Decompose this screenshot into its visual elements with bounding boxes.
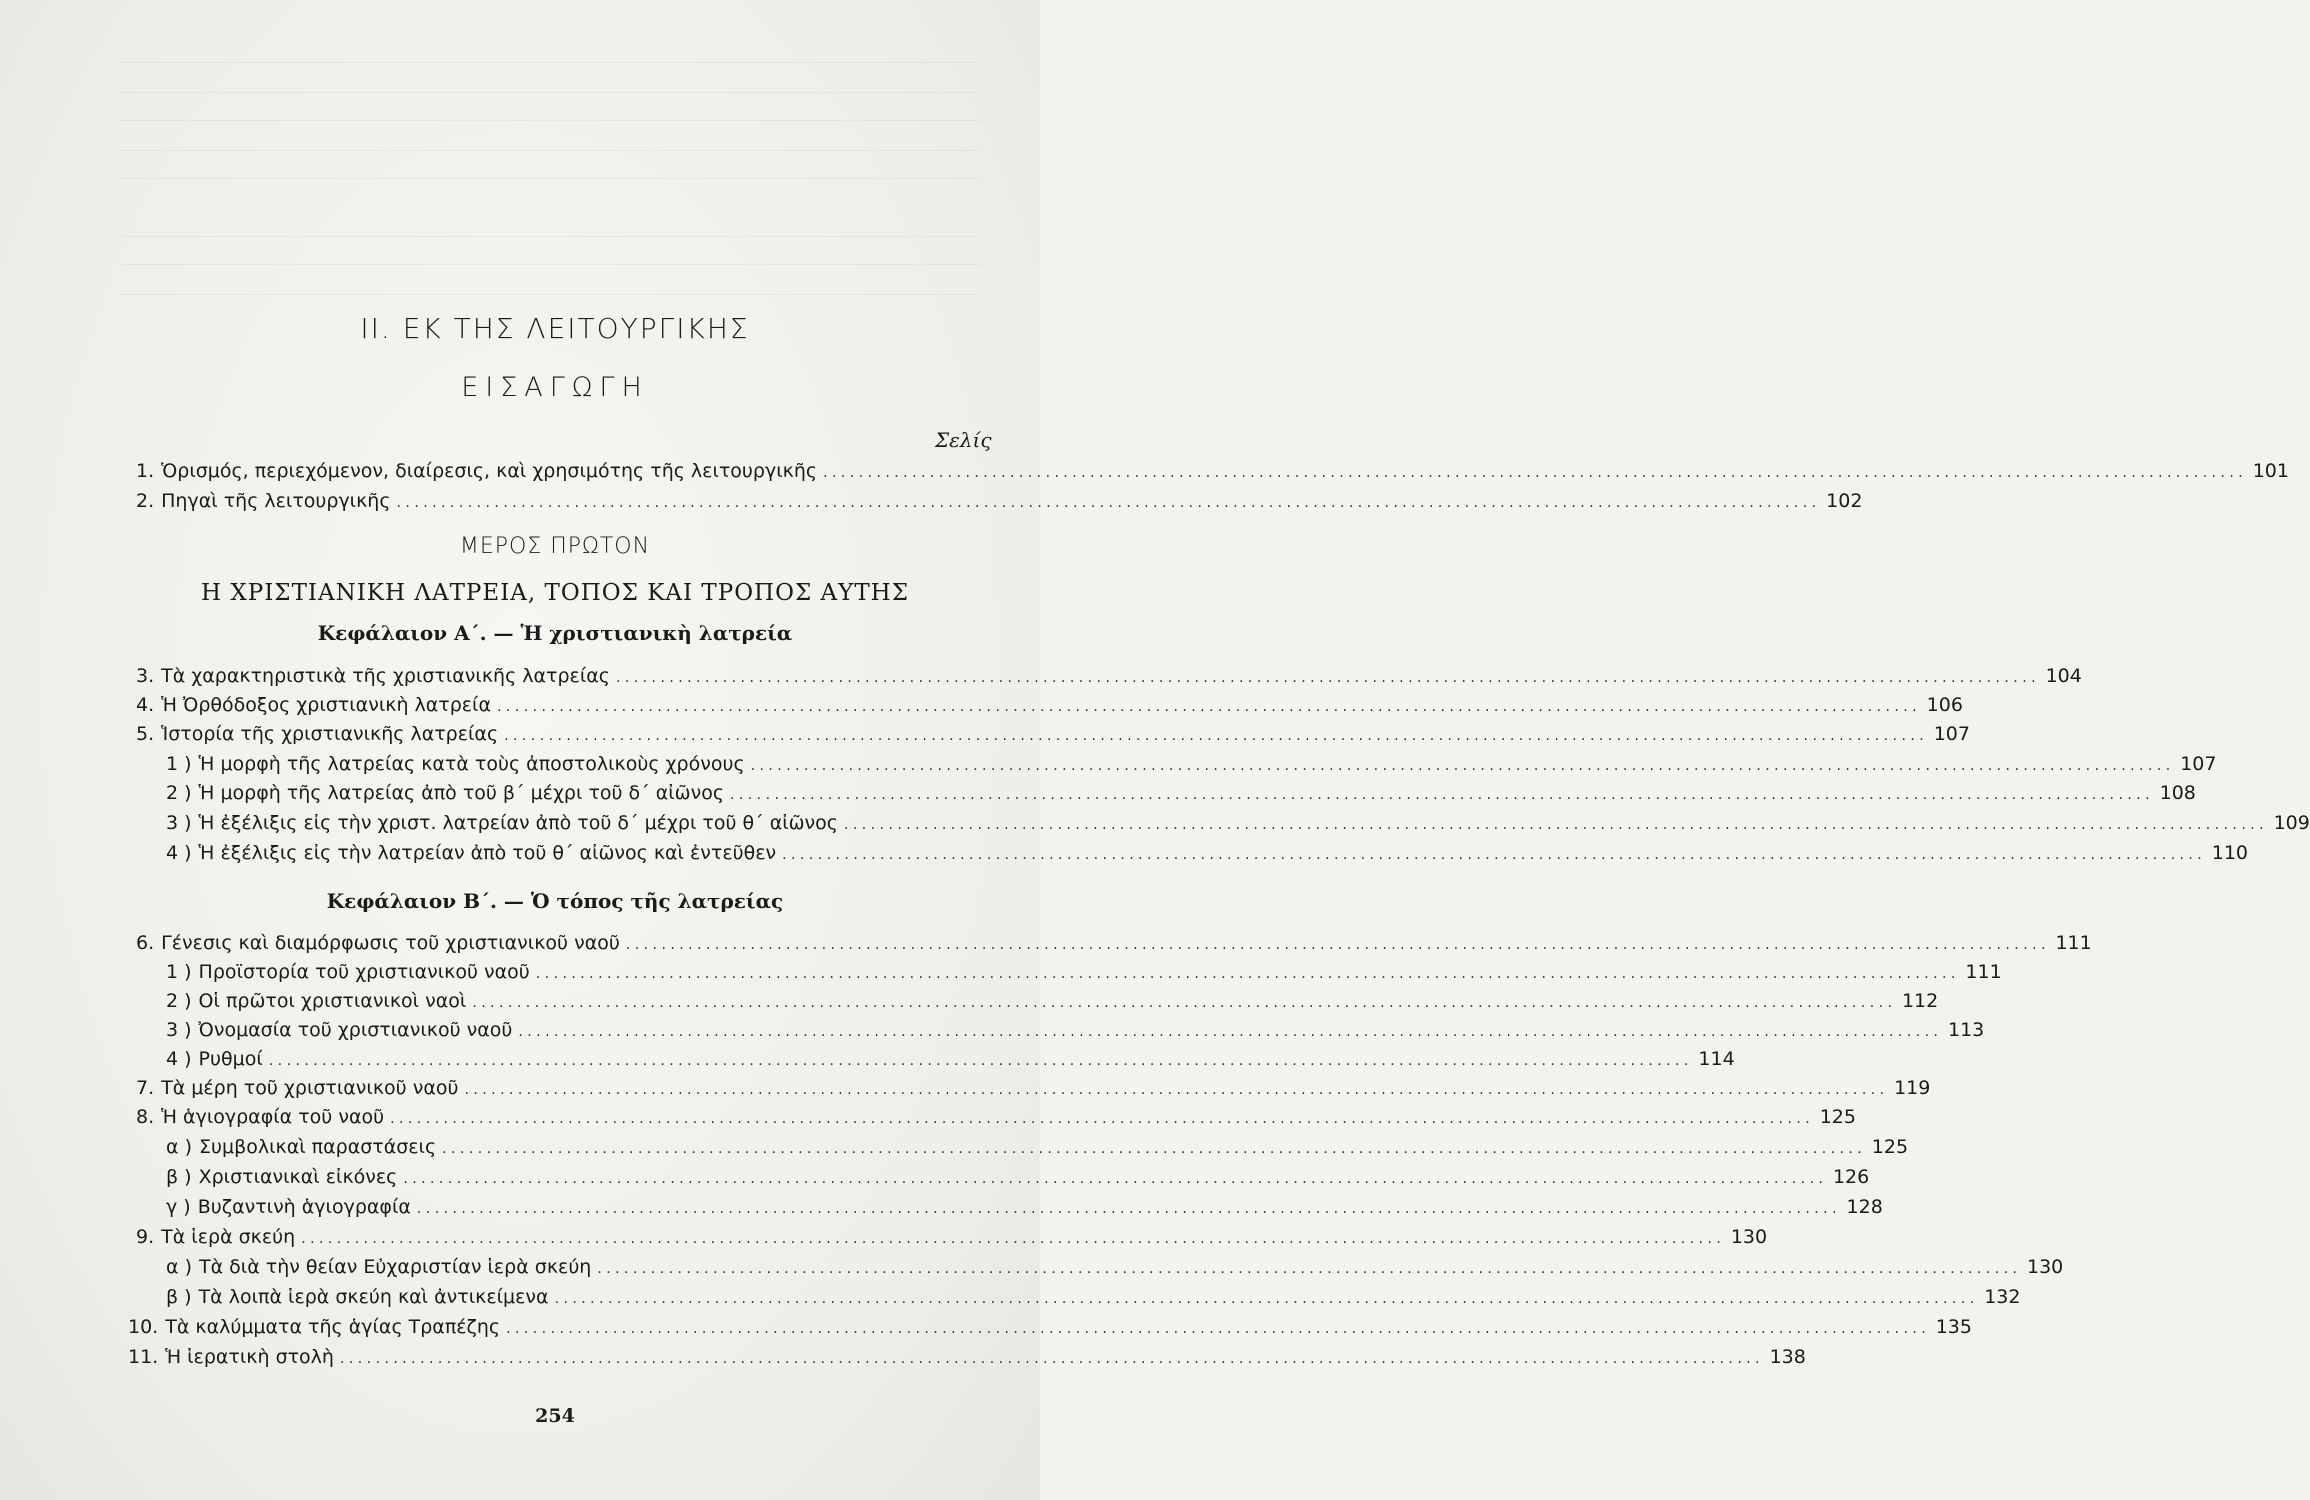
dot-leader (390, 1106, 1810, 1128)
entry-title: Ὀνομασία τοῦ χριστιανικοῦ ναοῦ (198, 1019, 513, 1041)
entry-page: 101 (2252, 460, 2289, 482)
dot-leader (506, 1316, 1926, 1338)
entry-number: 4 ) (166, 1048, 192, 1070)
dot-leader (782, 842, 2202, 864)
toc-entry[interactable] (136, 665, 2082, 691)
toc-subentry[interactable] (166, 812, 2310, 838)
entry-title: Τὰ καλύμματα τῆς ἁγίας Τραπέζης (165, 1316, 501, 1338)
section-title: II. ΕΚ ΤΗΣ ΛΕΙΤΟΥΡΓΙΚΗΣ (360, 312, 750, 345)
dot-leader (403, 1166, 1823, 1188)
entry-number: 8. (136, 1106, 155, 1128)
entry-number: 10. (128, 1316, 159, 1338)
dot-leader (518, 1019, 1938, 1041)
chapter-2-title: Κεφάλαιον Β΄. — Ὁ τόπος τῆς λατρείας (326, 889, 784, 913)
entry-title: Τὰ χαρακτηριστικὰ τῆς χριστιανικῆς λατρείας (161, 665, 610, 687)
bleed-through-line (120, 264, 980, 265)
bleed-through-line (120, 236, 980, 237)
toc-entry[interactable] (136, 932, 2092, 958)
entry-title: Τὰ ἱερὰ σκεύη (161, 1226, 296, 1248)
dot-leader (616, 665, 2036, 687)
entry-title: Τὰ διὰ τὴν θείαν Εὐχαριστίαν ἱερὰ σκεύη (198, 1256, 592, 1278)
entry-title: Ἡ μορφὴ τῆς λατρείας ἀπὸ τοῦ β΄ μέχρι τοῦ δ΄ αἰῶνος (198, 782, 724, 804)
introduction-heading: ΕΙΣΑΓΩΓΗ (461, 372, 649, 403)
toc-entry[interactable] (136, 694, 1963, 720)
entry-number: 6. (136, 932, 155, 954)
dot-leader (472, 990, 1892, 1012)
entry-title: Ἡ Ὀρθόδοξος χριστιανικὴ λατρεία (161, 694, 492, 716)
entry-number: β ) (166, 1166, 192, 1188)
entry-page: 111 (1965, 961, 2002, 983)
bleed-through-line (120, 150, 980, 151)
entry-number: 3 ) (166, 812, 192, 834)
entry-number: 4. (136, 694, 155, 716)
entry-title: Τὰ λοιπὰ ἱερὰ σκεύη καὶ ἀντικείμενα (198, 1286, 549, 1308)
toc-entry[interactable] (128, 1316, 1972, 1342)
dot-leader (536, 961, 1956, 983)
dot-leader (301, 1226, 1721, 1248)
entry-title: Ρυθμοί (198, 1048, 263, 1070)
toc-subentry[interactable] (166, 753, 2217, 779)
entry-page: 138 (1769, 1346, 1806, 1368)
entry-page: 125 (1871, 1136, 1909, 1158)
entry-title: Ἡ ἁγιογραφία τοῦ ναοῦ (161, 1106, 385, 1128)
toc-entry[interactable] (136, 460, 2289, 486)
entry-title: Συμβολικαὶ παραστάσεις (198, 1136, 437, 1158)
bleed-through-line (120, 294, 980, 295)
entry-title: Βυζαντινὴ ἁγιογραφία (197, 1196, 411, 1218)
entry-page: 106 (1926, 694, 1963, 716)
entry-title: Ἡ ἱερατικὴ στολὴ (165, 1346, 334, 1368)
entry-title: Ἱστορία τῆς χριστιανικῆς λατρείας (161, 723, 499, 745)
toc-subentry[interactable] (166, 990, 1939, 1016)
dot-leader (751, 753, 2171, 775)
entry-page: 130 (2026, 1256, 2064, 1278)
bleed-through-line (120, 178, 980, 179)
entry-page: 130 (1730, 1226, 1768, 1248)
entry-page: 135 (1935, 1316, 1972, 1338)
dot-leader (397, 490, 1817, 512)
entry-number: 1 ) (166, 753, 192, 775)
bleed-through-line (120, 92, 980, 93)
entry-number: γ ) (166, 1196, 191, 1218)
entry-page: 125 (1819, 1106, 1856, 1128)
toc-entry[interactable] (136, 490, 1863, 516)
entry-title: Ἡ μορφὴ τῆς λατρείας κατὰ τοὺς ἀποστολικοὺς χρόνους (198, 753, 745, 775)
toc-subentry[interactable] (166, 1256, 2064, 1282)
toc-subentry[interactable] (166, 1196, 1883, 1222)
toc-entry[interactable] (136, 723, 1970, 749)
entry-page: 107 (1933, 723, 1970, 745)
entry-page: 109 (2273, 812, 2310, 834)
dot-leader (555, 1286, 1975, 1308)
chapter-1-title: Κεφάλαιον Α΄. — Ἡ χριστιανικὴ λατρεία (317, 621, 793, 645)
dot-leader (823, 460, 2243, 482)
toc-subentry[interactable] (166, 1136, 1909, 1162)
entry-page: 128 (1846, 1196, 1883, 1218)
toc-entry[interactable] (128, 1346, 1806, 1372)
entry-page: 110 (2211, 842, 2249, 864)
dot-leader (626, 932, 2046, 954)
entry-title: Χριστιανικαὶ εἰκόνες (198, 1166, 398, 1188)
dot-leader (269, 1048, 1689, 1070)
entry-page: 113 (1948, 1019, 1985, 1041)
entry-page: 114 (1698, 1048, 1735, 1070)
entry-page: 112 (1901, 990, 1939, 1012)
entry-title: Ἡ ἐξέλιξις εἰς τὴν χριστ. λατρείαν ἀπὸ τοῦ δ΄ μέχρι τοῦ θ΄ αἰῶνος (198, 812, 838, 834)
dot-leader (844, 812, 2264, 834)
toc-subentry[interactable] (166, 1166, 1870, 1192)
toc-entry[interactable] (136, 1226, 1768, 1252)
entry-title: Τὰ μέρη τοῦ χριστιανικοῦ ναοῦ (161, 1077, 459, 1099)
bleed-through-line (120, 62, 980, 63)
dot-leader (464, 1077, 1884, 1099)
entry-number: α ) (166, 1136, 192, 1158)
toc-entry[interactable] (136, 1077, 1931, 1103)
entry-page: 132 (1984, 1286, 2021, 1308)
entry-title: Προϊστορία τοῦ χριστιανικοῦ ναοῦ (198, 961, 530, 983)
part-label: ΜΕΡΟΣ ΠΡΩΤΟΝ (459, 534, 651, 559)
dot-leader (442, 1136, 1862, 1158)
part-title: Η ΧΡΙΣΤΙΑΝΙΚΗ ΛΑΤΡΕΙΑ, ΤΟΠΟΣ ΚΑΙ ΤΡΟΠΟΣ ΑΥΤΗΣ (201, 580, 909, 606)
entry-number: 11. (128, 1346, 159, 1368)
entry-number: 1. (136, 460, 155, 482)
entry-number: 5. (136, 723, 155, 745)
dot-leader (497, 694, 1917, 716)
entry-page: 126 (1832, 1166, 1870, 1188)
dot-leader (597, 1256, 2017, 1278)
entry-title: Πηγαὶ τῆς λειτουργικῆς (161, 490, 391, 512)
entry-title: Γένεσις καὶ διαμόρφωσις τοῦ χριστιανικοῦ ναοῦ (161, 932, 620, 954)
entry-number: 3 ) (166, 1019, 192, 1041)
dot-leader (730, 782, 2150, 804)
dot-leader (504, 723, 1924, 745)
toc-subentry[interactable] (166, 782, 2196, 808)
toc-subentry[interactable] (166, 1019, 1985, 1045)
entry-number: 1 ) (166, 961, 192, 983)
toc-entry[interactable] (136, 1106, 1856, 1132)
entry-number: β ) (166, 1286, 192, 1308)
entry-title: Ὁρισμός, περιεχόμενον, διαίρεσις, καὶ χρησιμότης τῆς λειτουργικῆς (161, 460, 818, 482)
entry-number: 4 ) (166, 842, 192, 864)
entry-number: 3. (136, 665, 155, 687)
entry-page: 108 (2159, 782, 2196, 804)
entry-number: 2. (136, 490, 155, 512)
toc-subentry[interactable] (166, 1286, 2021, 1312)
entry-page: 111 (2055, 932, 2092, 954)
page-number: 254 (535, 1405, 575, 1427)
entry-title: Ἡ ἐξέλιξις εἰς τὴν λατρείαν ἀπὸ τοῦ θ΄ αἰῶνος καὶ ἐντεῦθεν (198, 842, 777, 864)
entry-number: 9. (136, 1226, 155, 1248)
dot-leader (340, 1346, 1760, 1368)
toc-subentry[interactable] (166, 1048, 1735, 1074)
entry-title: Οἱ πρῶτοι χριστιανικοὶ ναοὶ (198, 990, 467, 1012)
dot-leader (417, 1196, 1837, 1218)
entry-number: 2 ) (166, 782, 192, 804)
entry-page: 104 (2045, 665, 2082, 687)
bleed-through-line (120, 120, 980, 121)
entry-page: 102 (1826, 490, 1863, 512)
entry-number: 2 ) (166, 990, 192, 1012)
page-column-label: Σελίς (935, 428, 992, 452)
entry-number: α ) (166, 1256, 192, 1278)
entry-page: 119 (1894, 1077, 1931, 1099)
toc-subentry[interactable] (166, 842, 2249, 868)
entry-page: 107 (2180, 753, 2217, 775)
entry-number: 7. (136, 1077, 155, 1099)
toc-subentry[interactable] (166, 961, 2002, 987)
